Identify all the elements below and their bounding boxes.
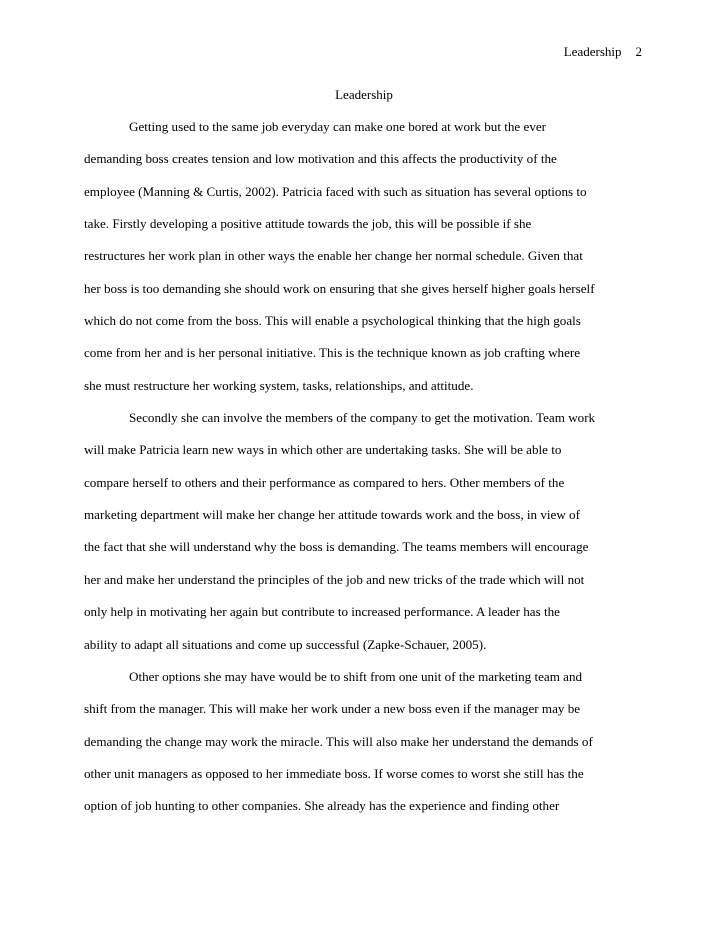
paragraph-3-line-5: option of job hunting to other companies. She already has the experience and finding other xyxy=(84,798,560,814)
paragraph-2-line-2: will make Patricia learn new ways in which other are undertaking tasks. She will be able to xyxy=(84,442,562,458)
paragraph-1-line-4: take. Firstly developing a positive attitude towards the job, this will be possible if she xyxy=(84,216,532,232)
document-title: Leadership xyxy=(335,87,393,102)
paragraph-2-line-5: the fact that she will understand why the boss is demanding. The teams members will encourage xyxy=(84,539,589,555)
paragraph-2-line-8: ability to adapt all situations and come up successful (Zapke-Schauer, 2005). xyxy=(84,636,487,652)
paragraph-1-line-6: her boss is too demanding she should work on ensuring that she gives herself higher goals herself xyxy=(84,280,595,296)
running-head-title: Leadership xyxy=(563,44,622,59)
running-head xyxy=(564,43,642,61)
paragraph-2-line-4: marketing department will make her change her attitude towards work and the boss, in view of xyxy=(84,507,580,523)
paragraph-1-line-5: restructures her work plan in other ways the enable her change her normal schedule. Given that xyxy=(84,248,583,264)
page-number: 2 xyxy=(635,44,642,59)
paragraph-2-line-6: her and make her understand the principles of the job and new tricks of the trade which will not xyxy=(84,571,585,587)
paragraph-1-line-1: Getting used to the same job everyday can make one bored at work but the ever xyxy=(129,119,547,134)
paragraph-1-line-9: she must restructure her working system, tasks, relationships, and attitude. xyxy=(84,377,474,393)
paragraph-3-line-4: other unit managers as opposed to her immediate boss. If worse comes to worst she still has the xyxy=(84,765,584,781)
body-text xyxy=(84,118,650,830)
paragraph-1-line-7: which do not come from the boss. This will enable a psychological thinking that the high goals xyxy=(84,313,581,329)
paragraph-1-line-3: employee (Manning & Curtis, 2002). Patricia faced with such as situation has several options to xyxy=(84,183,587,199)
paragraph-1-line-8: come from her and is her personal initiative. This is the technique known as job crafting where xyxy=(84,345,581,361)
paragraph-1-line-2: demanding boss creates tension and low motivation and this affects the productivity of the xyxy=(84,151,557,167)
paragraph-3-line-2: shift from the manager. This will make her work under a new boss even if the manager may be xyxy=(84,701,581,717)
paragraph-2-line-7: only help in motivating her again but contribute to increased performance. A leader has the xyxy=(84,604,560,620)
paragraph-2-line-1: Secondly she can involve the members of the company to get the motivation. Team work xyxy=(129,410,596,426)
paragraph-3-line-1: Other options she may have would be to shift from one unit of the marketing team and xyxy=(129,668,583,684)
paragraph-2-line-3: compare herself to others and their performance as compared to hers. Other members of the xyxy=(84,474,565,490)
paragraph-3-line-3: demanding the change may work the miracle. This will also make her understand the demands of xyxy=(84,733,593,749)
